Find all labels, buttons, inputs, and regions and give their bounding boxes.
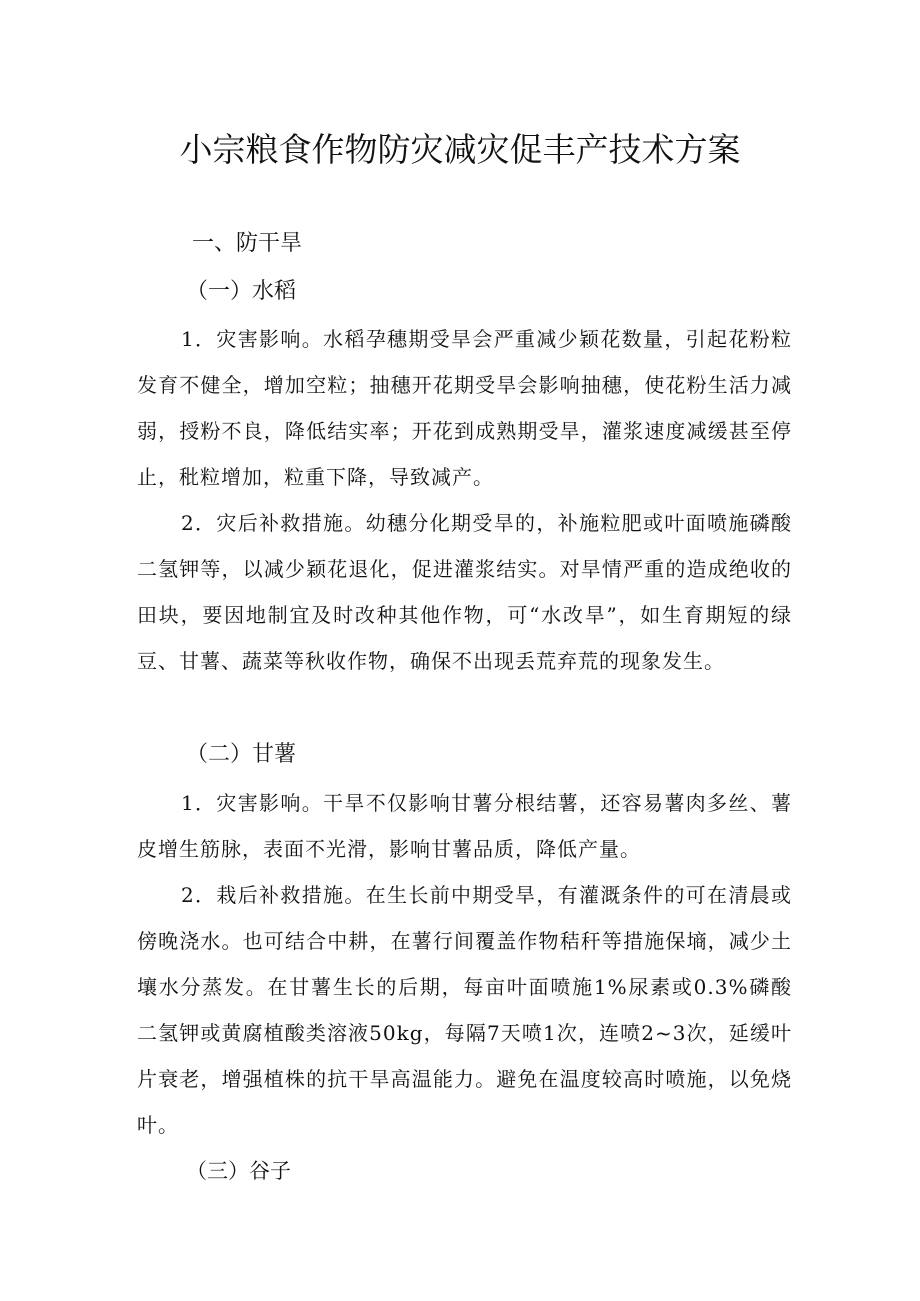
paragraph-rice-remedy: 2．灾后补救措施。幼穗分化期受旱的，补施粒肥或叶面喷施磷酸二氢钾等，以减少颖花退化，促进灌浆结实。对旱情严重的造成绝收的田块，要因地制宜及时改种其他作物，可“水改旱”，如生育期短的绿豆、甘薯、蔬菜等秋收作物，确保不出现丢荒弃荒的现象发生。	[137, 511, 792, 673]
section-heading-drought: 一、防干旱	[192, 231, 303, 256]
paragraph-sweet-potato-impact: 1．灾害影响。干旱不仅影响甘薯分根结薯，还容易薯肉多丝、薯皮增生筋脉，表面不光滑，影响甘薯品质，降低产量。	[137, 791, 792, 861]
subsection-heading-rice: （一）水稻	[186, 279, 297, 304]
subsection-heading-millet: （三）谷子	[186, 1159, 291, 1183]
document-title: 小宗粮食作物防灾减灾促丰产技术方案	[179, 130, 741, 169]
subsection-heading-sweet-potato: （二）甘薯	[186, 742, 297, 767]
paragraph-rice-impact: 1．灾害影响。水稻孕穗期受旱会严重减少颖花数量，引起花粉粒发育不健全，增加空粒；抽穗开花期受旱会影响抽穗，使花粉生活力减弱，授粉不良，降低结实率；开花到成熟期受旱，灌浆速度减缓甚至停止，秕粒增加，粒重下降，导致减产。	[137, 327, 792, 489]
paragraph-sweet-potato-remedy: 2．栽后补救措施。在生长前中期受旱，有灌溉条件的可在清晨或傍晚浇水。也可结合中耕，在薯行间覆盖作物秸秆等措施保墒，减少土壤水分蒸发。在甘薯生长的后期，每亩叶面喷施1%尿素或0.3%磷酸二氢钾或黄腐植酸类溶液50kg，每隔7天喷1次，连喷2~3次，延缓叶片衰老，增强植株的抗干旱高温能力。避免在温度较高时喷施，以免烧叶。	[137, 883, 792, 1137]
